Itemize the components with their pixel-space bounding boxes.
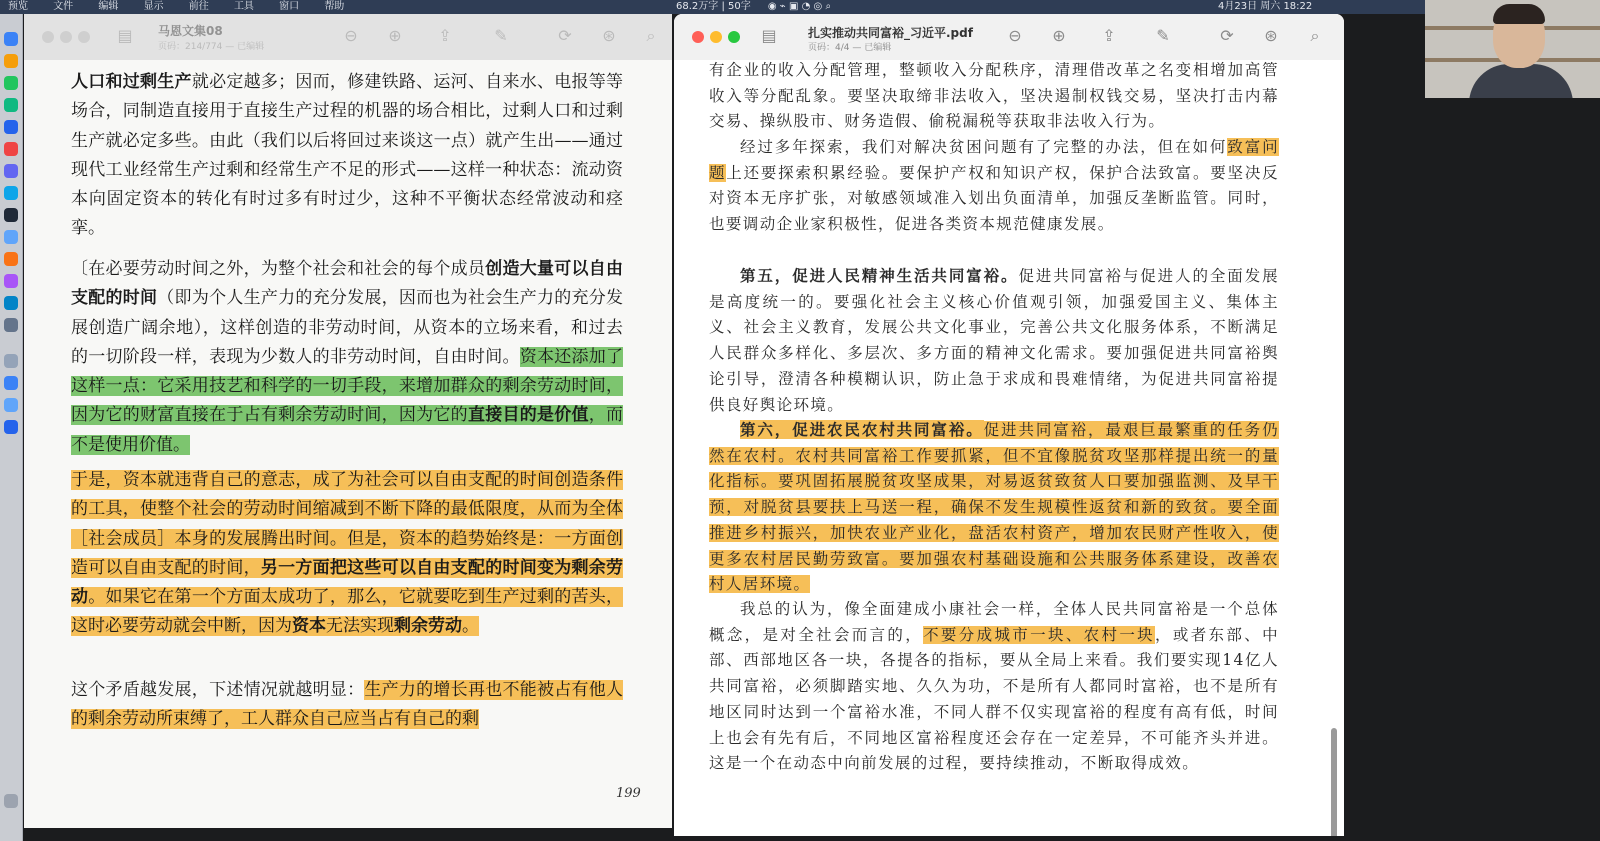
text-segment: 人口和过剩生产 [71, 72, 192, 92]
zoom-button[interactable] [78, 31, 90, 43]
word-count-status[interactable]: 68.2万字 | 50字 [676, 1, 751, 12]
dock-app-icon[interactable] [4, 164, 18, 178]
close-button[interactable] [42, 31, 54, 43]
dock-app-icon[interactable] [4, 376, 18, 390]
dock-app-icon[interactable] [4, 120, 18, 134]
dock-app-icon[interactable] [4, 186, 18, 200]
menu-edit[interactable]: 编辑 [98, 1, 119, 12]
text-segment: 第六，促进农民农村共同富裕。 [740, 420, 984, 439]
paragraph [71, 255, 623, 460]
text-segment: 促进共同富裕，最艰巨最繁重的任务仍然在农村。农村共同富裕工作要抓紧，但不宜像脱贫攻坚那样提出统一的量化指标。要巩固拓展脱贫攻坚成果，对易返贫致贫人口要加强监测、及早干预，对脱贫县要扶上马送一程，确保不发生规模性返贫和新的致贫。要全面推进乡村振兴，加快农业产业化，盘活农村资产，增加农民财产性收入，使更多农村居民勤劳致富。要加强农村基础设施和公共服务体系建设，改善农村人居环境。 [709, 421, 1279, 594]
page-number: 199 [616, 786, 641, 801]
dock-app-icon[interactable] [4, 354, 18, 368]
menu-help[interactable]: 帮助 [324, 1, 345, 12]
text-segment: 资本还添加了这样一点：它采用技艺和科学的一切手段，来增加群众的剩余劳动时间，因为它的财富直接在于占有剩余劳动时间，因为它的 [71, 346, 624, 426]
text-segment: 于是，资本就违背自己的意志，成了为社会可以自由支配的时间创造条件的工具，使整个社会的劳动时间缩减到不断下降的最低限度，从而为全体［社会成员］本身的发展腾出时间。但是，资本的趋势始终是：一方面创造可以自由支配的时间， [71, 470, 623, 578]
text-segment: 这个矛盾越发展，下述情况就越明显： [71, 680, 365, 700]
dock-app-icon[interactable] [4, 420, 18, 434]
text-segment: 致富问题 [709, 138, 1280, 182]
menu-bar [0, 0, 1600, 14]
dock-app-icon[interactable] [4, 252, 18, 266]
paragraph [71, 466, 623, 642]
text-segment: 上还要探索积累经验。要保护产权和知识产权，保护合法致富。要坚决反对资本无序扩张，对敏感领域准入划出负面清单，加强反垄断监管。同时，也要调动企业家积极性，促进各类资本规范健康发展。 [709, 163, 1279, 234]
zoom-in-icon[interactable]: ⊕ [1052, 26, 1066, 45]
text-segment: 〔在必要劳动时间之外，为整个社会和社会的每个成员 [71, 259, 486, 279]
menu-view[interactable]: 显示 [143, 1, 164, 12]
document-title: 扎实推动共同富裕_习近平.pdf [808, 26, 973, 40]
menu-window[interactable]: 窗口 [279, 1, 300, 12]
menu-tools[interactable]: 工具 [233, 1, 254, 12]
dock-app-icon[interactable] [4, 274, 18, 288]
menu-file[interactable]: 文件 [53, 1, 74, 12]
annotate-icon[interactable]: ⊛ [1264, 26, 1278, 45]
paragraph [709, 58, 1279, 135]
left-toolbar [24, 14, 672, 61]
presenter-hair [1493, 4, 1545, 24]
text-segment: 资本 [292, 616, 326, 637]
text-segment: 创造大量可以自由支配的时间 [71, 259, 624, 309]
share-icon[interactable]: ⇪ [438, 26, 452, 45]
dock-app-icon[interactable] [4, 76, 18, 90]
text-segment: 剩余劳动 [394, 616, 462, 637]
minimize-button[interactable] [60, 31, 72, 43]
document-title: 马恩文集08 [158, 24, 223, 38]
sidebar-icon[interactable]: ▤ [761, 26, 777, 45]
share-icon[interactable]: ⇪ [1102, 26, 1116, 45]
text-segment: 经过多年探索，我们对解决贫困问题有了完整的办法，但在如何 [740, 138, 1228, 156]
close-button[interactable] [692, 31, 704, 43]
text-segment: （即为个人生产力的充分发展，因而也为社会生产力的充分发展创造广阔余地），这样创造的非劳动时间，从资本的立场来看，和过去的一切阶段一样，表现为少数人的非劳动时间，自由时间。 [71, 288, 624, 367]
menu-go[interactable]: 前往 [188, 1, 209, 12]
dock-app-icon[interactable] [4, 98, 18, 112]
vertical-scrollbar[interactable] [1331, 728, 1337, 836]
text-segment: 就必定越多；因而，修建铁路、运河、自来水、电报等等场合，同制造直接用于直接生产过程的机器的场合相比，过剩人口和过剩生产就必定多些。由此（我们以后将回过来谈这一点）就产生出——通过现代工业经常生产过剩和经常生产不足的形式——这样一种状态：流动资本向固定资本的转化有时过多有时过少，这种不平衡状态经常波动和痉挛。 [71, 72, 624, 239]
search-icon[interactable]: ⌕ [646, 26, 656, 45]
zoom-out-icon[interactable]: ⊖ [344, 26, 358, 45]
text-segment: 。 [462, 616, 479, 637]
document-page [24, 60, 672, 828]
paragraph [709, 263, 1279, 418]
sidebar-icon[interactable]: ▤ [117, 26, 133, 45]
dock-app-icon[interactable] [4, 296, 18, 310]
zoom-out-icon[interactable]: ⊖ [1008, 26, 1022, 45]
text-segment: ，而不是使用价值。 [71, 405, 624, 455]
annotate-icon[interactable]: ⊛ [602, 26, 616, 45]
text-segment: 不要分成城市一块、农村一块 [923, 625, 1156, 644]
status-area [676, 0, 845, 13]
dock-app-icon[interactable] [4, 398, 18, 412]
webcam-overlay [1425, 0, 1600, 98]
status-icons[interactable]: ◉ ⌁ ▣ ◔ ◎ ⌕ [767, 1, 832, 12]
text-segment: 另一方面把这些可以自由支配的时间变为剩余劳动 [71, 557, 624, 608]
dock-app-icon[interactable] [4, 54, 18, 68]
minimize-button[interactable] [710, 31, 722, 43]
text-segment: 生产力的增长再也不能被占有他人的剩余劳动所束缚了，工人群众自己应当占有自己的剩 [71, 680, 624, 730]
text-segment: 直接目的是价值 [467, 405, 589, 426]
paragraph [71, 68, 623, 244]
presenter-body [1469, 64, 1573, 98]
text-segment: ，或者东部、中部、西部地区各一块，各提各的指标，要从全局上来看。我们要实现14亿人共同富裕，必须脚踏实地、久久为功，不是所有人都同时富裕，也不是所有地区同时达到一个富裕水准，不同人群不仅实现富裕的程度有高有低，时间上也会有先有后，不同地区富裕程度还会存在一定差异，不可能齐头并进。这是一个在动态中向前发展的过程，要持续推动，不断取得成效。 [709, 625, 1279, 773]
dock-app-icon[interactable] [4, 142, 18, 156]
menu-preview[interactable]: 预览 [8, 1, 28, 12]
document-subtitle: 页码：4/4 — 已编辑 [808, 43, 892, 53]
rotate-icon[interactable]: ⟳ [1220, 26, 1234, 45]
dock-app-icon[interactable] [4, 318, 18, 332]
search-icon[interactable]: ⌕ [1310, 26, 1320, 45]
paragraph [709, 417, 1279, 598]
dock-app-icon[interactable] [4, 230, 18, 244]
text-segment: 无法实现 [326, 616, 394, 637]
rotate-icon[interactable]: ⟳ [558, 26, 572, 45]
text-segment: 。如果它在第一个方面太成功了，那么，它就要吃到生产过剩的苦头，这时必要劳动就会中断，因为 [71, 587, 624, 637]
paragraph [709, 597, 1279, 777]
markup-pen-icon[interactable]: ✎ [494, 26, 508, 45]
dock [0, 14, 23, 841]
preview-window-left [24, 14, 672, 828]
text-segment: 有企业的收入分配管理，整顿收入分配秩序，清理借改革之名变相增加高管收入等分配乱象。要坚决取缔非法收入，坚决遏制权钱交易，坚决打击内幕交易、操纵股市、财务造假、偷税漏税等获取非法收入行为。 [709, 61, 1279, 131]
paragraph [71, 676, 623, 735]
paragraph [709, 135, 1279, 238]
text-segment: 第五，促进人民精神生活共同富裕。 [740, 266, 1019, 285]
markup-pen-icon[interactable]: ✎ [1156, 26, 1170, 45]
preview-window-right [674, 14, 1344, 836]
dock-app-icon[interactable] [4, 208, 18, 222]
dock-app-icon[interactable] [4, 32, 18, 46]
text-segment: 促进共同富裕与促进人的全面发展是高度统一的。要强化社会主义核心价值观引领，加强爱国主义、集体主义、社会主义教育，发展公共文化事业，完善公共文化服务体系，不断满足人民群众多样化、多层次、多方面的精神文化需求。要加强促进共同富裕舆论引导，澄清各种模糊认识，防止急于求成和畏难情绪，为促进共同富裕提供良好舆论环境。 [709, 267, 1279, 414]
document-subtitle: 页码：214/774 — 已编辑 [158, 42, 265, 52]
zoom-in-icon[interactable]: ⊕ [388, 26, 402, 45]
zoom-button[interactable] [728, 31, 740, 43]
menu-list [8, 0, 366, 13]
text-segment: 我总的认为，像全面建成小康社会一样，全体人民共同富裕是一个总体概念，是对全社会而言的， [709, 600, 1279, 644]
menubar-clock[interactable]: 4月23日 周六 18:22 [1218, 1, 1313, 12]
document-page [674, 60, 1344, 836]
trash-icon[interactable] [4, 794, 18, 808]
right-toolbar [674, 14, 1344, 61]
